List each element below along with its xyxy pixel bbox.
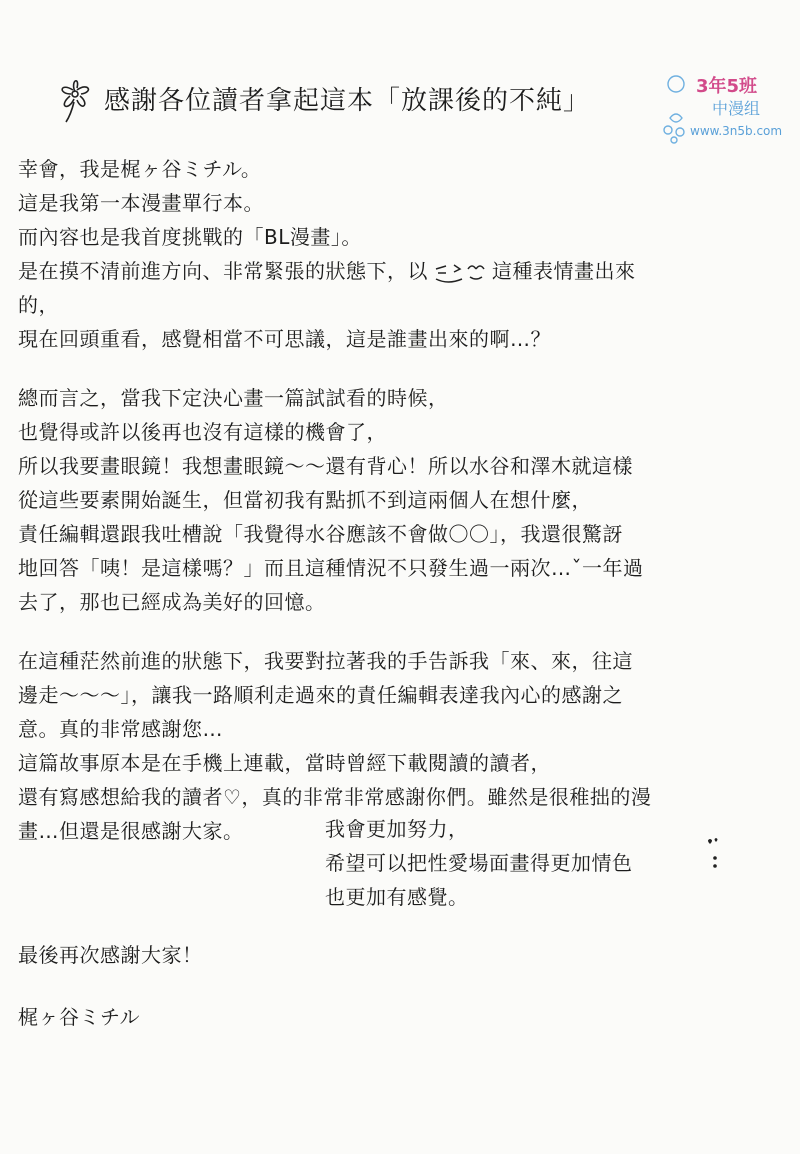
watermark-group-label: 中漫组 [712, 99, 761, 118]
body-line: 所以我要畫眼鏡！我想畫眼鏡～～還有背心！所以水谷和澤木就這樣 [18, 454, 633, 478]
body-line: 意。真的非常感謝您… [18, 717, 223, 741]
closing-line: 我會更加努力， [325, 817, 469, 841]
body-line: 而內容也是我首度挑戰的「BL漫畫」。 [18, 225, 362, 249]
body-line: 邊走～～～」，讓我一路順利走過來的責任編輯表達我內心的感謝之 [18, 683, 623, 707]
body-line: 在這種茫然前進的狀態下，我要對拉著我的手告訴我「來、來，往這 [18, 649, 633, 673]
sparkle-doodle-icon [700, 838, 722, 878]
closing-line: 希望可以把性愛場面畫得更加情色 [325, 851, 633, 875]
body-line [18, 254, 788, 288]
author-signature: 梶ヶ谷ミチル [18, 1005, 140, 1029]
afterword-body [18, 152, 788, 848]
body-line: 畫…但還是很感謝大家。 [18, 819, 244, 843]
watermark-url: www.3n5b.com [690, 124, 783, 138]
final-thanks: 最後再次感謝大家！ [18, 943, 203, 967]
body-line: 還有寫感想給我的讀者♡，真的非常非常感謝你們。雖然是很稚拙的漫 [18, 785, 652, 809]
body-line: 從這些要素開始誕生，但當初我有點抓不到這兩個人在想什麼， [18, 488, 592, 512]
page-title: 感謝各位讀者拿起這本「放課後的不純」 [104, 86, 591, 116]
body-line: 這篇故事原本是在手機上連載，當時曾經下載閱讀的讀者， [18, 751, 551, 775]
body-line: 也覺得或許以後再也沒有這樣的機會了， [18, 420, 387, 444]
body-line: 責任編輯還跟我吐槽說「我覺得水谷應該不會做〇〇」，我還很驚訝 [18, 522, 623, 546]
closing-block [325, 812, 745, 914]
body-line: 幸會，我是梶ヶ谷ミチル。 [18, 157, 262, 181]
body-line: 的， [18, 293, 59, 317]
body-line: 總而言之，當我下定決心畫一篇試試看的時候， [18, 386, 449, 410]
flower-doodle-icon [52, 70, 98, 124]
body-line: 地回答「咦！是這樣嗎？」而且這種情況不只發生過一兩次…ˇ一年過 [18, 556, 644, 580]
body-line: 這是我第一本漫畫單行本。 [18, 191, 264, 215]
body-line-part: 是在摸不清前進方向、非常緊張的狀態下，以 [18, 259, 428, 283]
body-line: 去了，那也已經成為美好的回憶。 [18, 590, 326, 614]
nervous-face-doodle-icon [432, 261, 488, 285]
site-watermark [660, 70, 800, 150]
closing-line: 也更加有感覺。 [325, 885, 469, 909]
body-line: 現在回頭重看，感覺相當不可思議，這是誰畫出來的啊…？ [18, 327, 551, 351]
body-line-part: 這種表情畫出來 [492, 259, 636, 283]
watermark-class-label: 3年5班 [696, 76, 758, 97]
